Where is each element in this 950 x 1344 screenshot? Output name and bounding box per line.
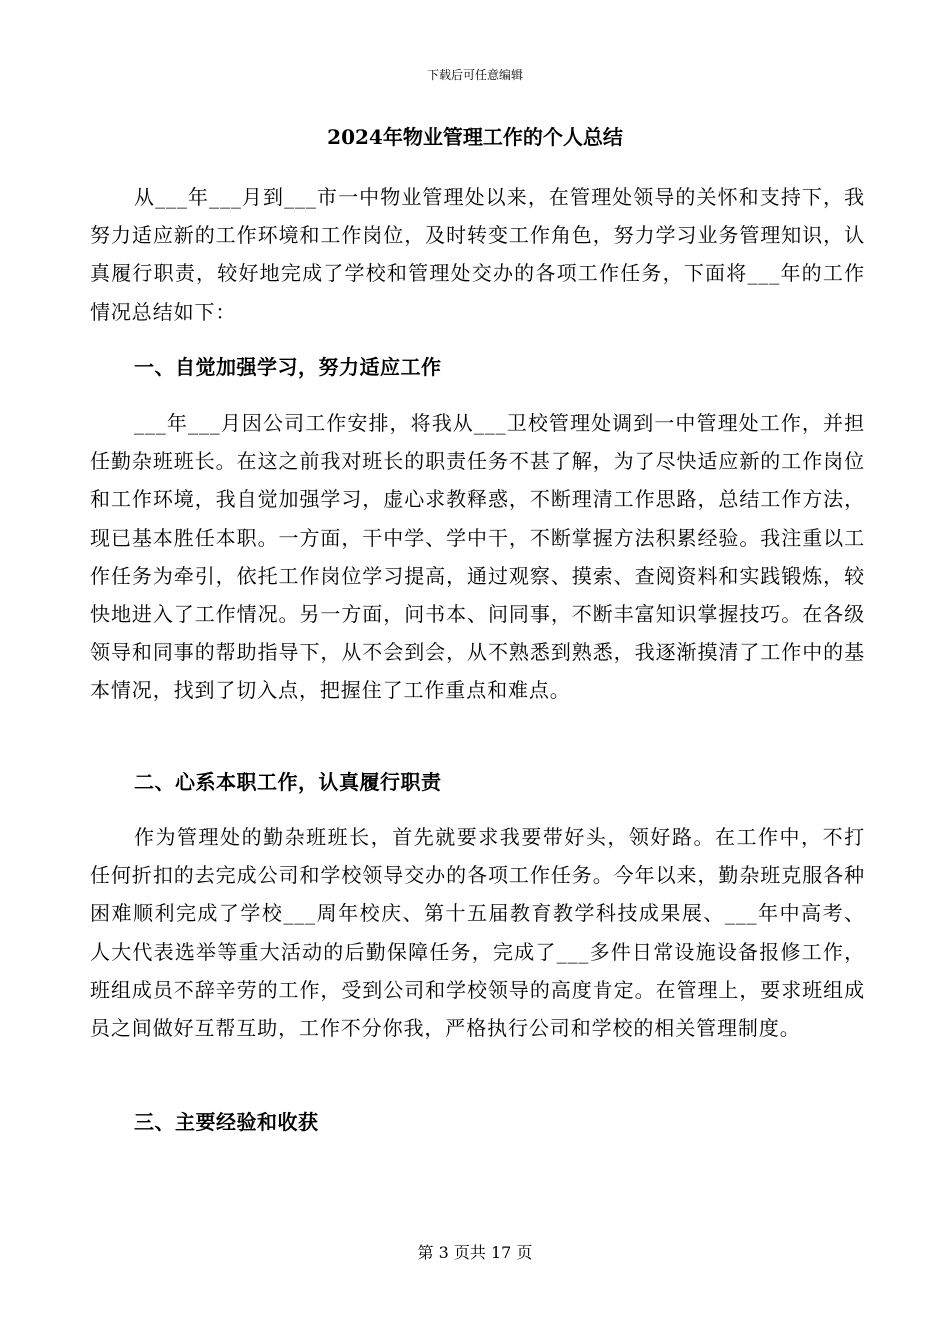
intro-paragraph: 从___年___月到___市一中物业管理处以来，在管理处领导的关怀和支持下，我努力适应新的工作环境和工作岗位，及时转变工作角色，努力学习业务管理知识，认真履行职责，较好地完成了学校和管理处交办的各项工作任务，下面将___年的工作情况总结如下： bbox=[90, 185, 865, 324]
section-2-heading: 二、心系本职工作，认真履行职责 bbox=[134, 770, 442, 794]
section-1-heading: 一、自觉加强学习，努力适应工作 bbox=[134, 355, 442, 379]
page-footer: 第 3 页共 17 页 bbox=[417, 1243, 533, 1262]
section-1-body: ___年___月因公司工作安排，将我从___卫校管理处调到一中管理处工作，并担任勤杂班班长。在这之前我对班长的职责任务不甚了解，为了尽快适应新的工作岗位和工作环境，我自觉加强学习，虚心求教释惑，不断理清工作思路，总结工作方法，现已基本胜任本职。一方面，干中学、学中干，不断掌握方法积累经验。我注重以工作任务为牵引，依托工作岗位学习提高，通过观察、摸索、查阅资料和实践锻炼，较快地进入了工作情况。另一方面，问书本、问同事，不断丰富知识掌握技巧。在各级领导和同事的帮助指导下，从不会到会，从不熟悉到熟悉，我逐渐摸清了工作中的基本情况，找到了切入点，把握住了工作重点和难点。 bbox=[90, 411, 865, 703]
header-note: 下载后可任意编辑 bbox=[426, 68, 523, 82]
section-2-body: 作为管理处的勤杂班班长，首先就要求我要带好头，领好路。在工作中，不打任何折扣的去完成公司和学校领导交办的各项工作任务。今年以来，勤杂班克服各种困难顺利完成了学校___周年校庆、第十五届教育教学科技成果展、___年中高考、人大代表选举等重大活动的后勤保障任务，完成了___多件日常设施设备报修工作，班组成员不辞辛劳的工作，受到公司和学校领导的高度肯定。在管理上，要求班组成员之间做好互帮互助，工作不分你我，严格执行公司和学校的相关管理制度。 bbox=[90, 825, 865, 1041]
section-3-heading: 三、主要经验和收获 bbox=[134, 1110, 319, 1134]
document-title: 2024年物业管理工作的个人总结 bbox=[327, 125, 623, 149]
